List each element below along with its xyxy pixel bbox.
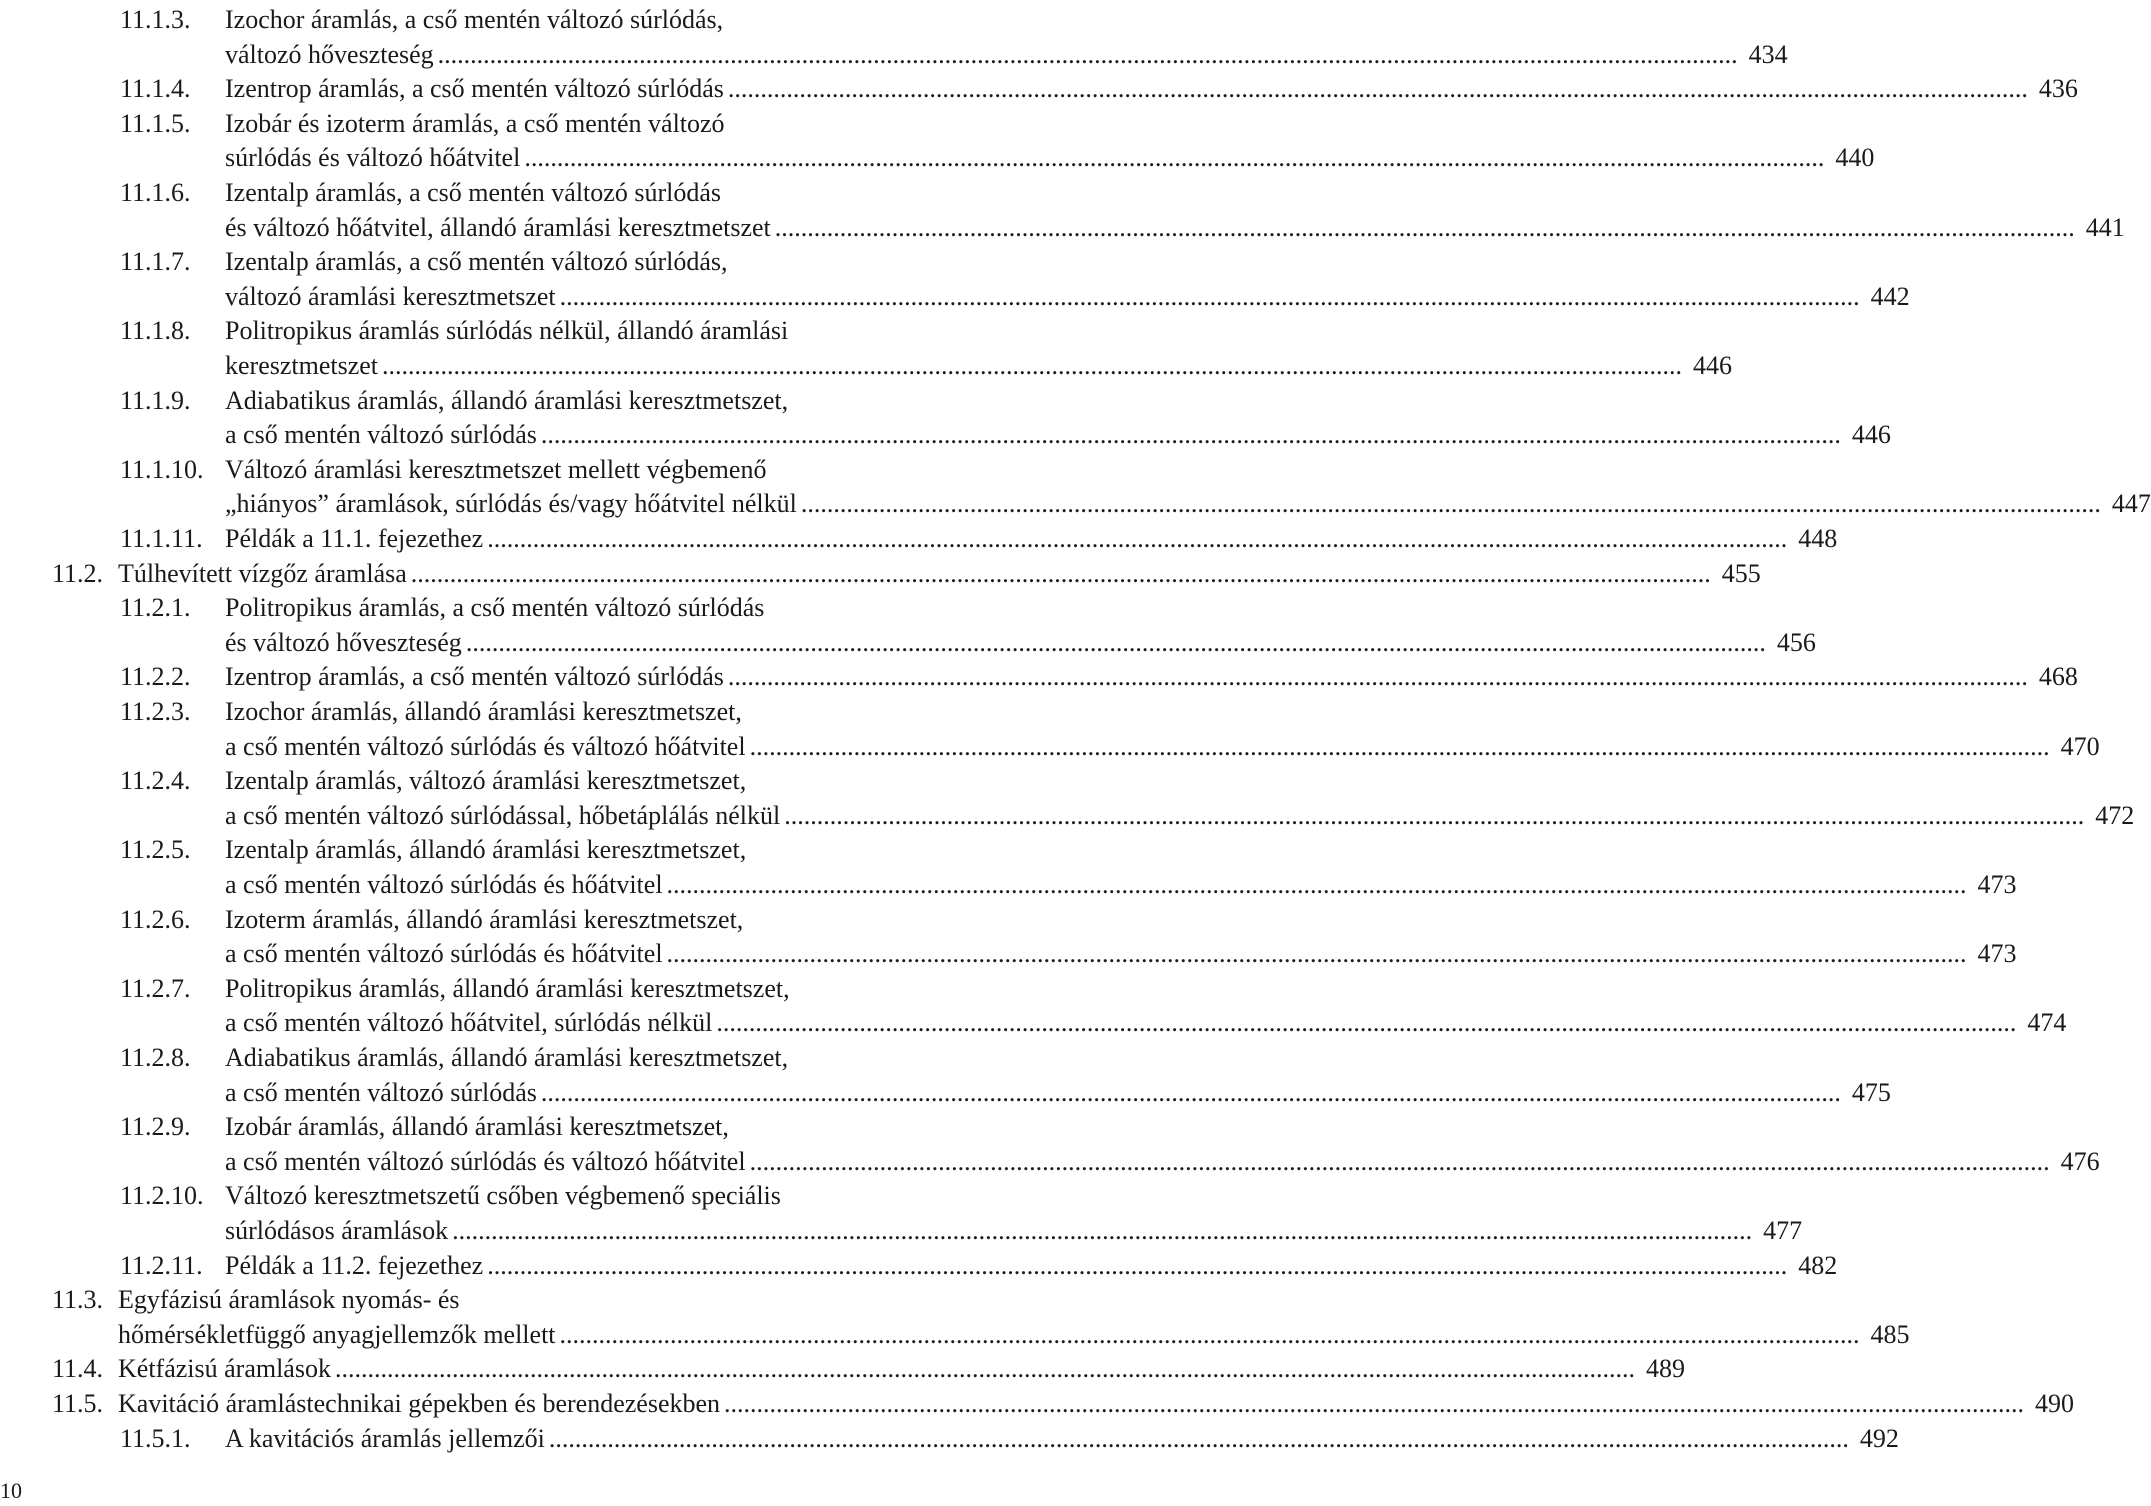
toc-entry-line [0, 244, 960, 280]
toc-entry-page: 477 [1763, 1216, 1803, 1245]
toc-entry-number: 11.2.4. [120, 766, 191, 796]
dot-leader: ........................................................................................................................................................................................................ [465, 627, 1766, 657]
dot-leader: ........................................................................................................................................................................................................ [774, 212, 2075, 242]
toc-entry-line [0, 1421, 1899, 1457]
toc-entry-line [0, 625, 1816, 661]
toc-entry-number: 11.4. [52, 1354, 104, 1384]
toc-entry-page: 474 [2027, 1008, 2067, 1038]
toc-entry-page: 434 [1748, 39, 1788, 69]
toc-entry-line [0, 971, 960, 1007]
toc-entry-page: 446 [1851, 420, 1891, 450]
toc-entry-title: Adiabatikus áramlás, állandó áramlási keresztmetszet, [225, 1043, 789, 1072]
toc-entry-line [0, 556, 1761, 592]
toc-entry-line [0, 590, 960, 626]
toc-entry-line [0, 417, 1891, 453]
toc-entry-title: a cső mentén változó súrlódással, hőbetáplálás nélkül [225, 800, 781, 830]
toc-entry-title: Példák a 11.2. fejezethez [225, 1250, 484, 1280]
toc-entry-number: 11.2.5. [120, 835, 191, 865]
toc-entry-line [0, 348, 1733, 384]
toc-entry-line [0, 1213, 1803, 1249]
toc-entry-number: 11.2.1. [120, 593, 191, 623]
dot-leader: ........................................................................................................................................................................................................ [749, 731, 2050, 761]
toc-entry-number: 11.1.7. [120, 247, 191, 277]
toc-entry-title: Politropikus áramlás, állandó áramlási keresztmetszet, [225, 973, 790, 1003]
toc-entry-number: 11.2.6. [120, 904, 191, 934]
toc-entry-page: 473 [1977, 870, 2017, 899]
toc-entry-page: 455 [1721, 558, 1761, 588]
dot-leader: ........................................................................................................................................................................................................ [666, 870, 1967, 899]
page-number: 10 [0, 1478, 22, 1503]
toc-entry-page: 436 [2038, 74, 2078, 104]
toc-entry-title: a cső mentén változó súrlódás és változó hőátvitel [225, 731, 746, 761]
toc-entry-title: Izentalp áramlás, állandó áramlási keresztmetszet, [225, 835, 747, 865]
toc-entry-line [0, 106, 960, 142]
toc-entry-title: Izochor áramlás, a cső mentén változó súrlódás, [225, 5, 724, 34]
toc-entry-title: Politropikus áramlás, a cső mentén változó súrlódás [225, 593, 765, 623]
toc-entry-number: 11.1.5. [120, 108, 191, 138]
toc-entry-title: Izobár áramlás, állandó áramlási keresztmetszet, [225, 1112, 729, 1142]
toc-entry-title: a cső mentén változó súrlódás [225, 1077, 537, 1107]
toc-entry-title: változó áramlási keresztmetszet [225, 281, 556, 311]
toc-entry-page: 456 [1776, 627, 1816, 657]
dot-leader: ........................................................................................................................................................................................................ [749, 1146, 2050, 1176]
toc-entry-title: Izentrop áramlás, a cső mentén változó súrlódás [225, 662, 724, 692]
toc-entry-page: 448 [1798, 524, 1838, 553]
toc-entry-page: 476 [2060, 1146, 2100, 1176]
toc-entry-title: és változó hőveszteség [225, 627, 462, 657]
toc-entry-page: 482 [1798, 1250, 1838, 1280]
toc-entry-line [0, 763, 960, 799]
toc-entry-line [0, 659, 2078, 695]
toc-entry-line [0, 902, 960, 938]
toc-entry-title: a cső mentén változó hőátvitel, súrlódás nélkül [225, 1008, 713, 1038]
toc-entry-page: 492 [1859, 1423, 1899, 1453]
toc-entry-title: Politropikus áramlás súrlódás nélkül, állandó áramlási [225, 316, 789, 346]
toc-entry-title: Izoterm áramlás, állandó áramlási keresztmetszet, [225, 904, 744, 934]
dot-leader: ........................................................................................................................................................................................................ [410, 558, 1711, 588]
dot-leader: ........................................................................................................................................................................................................ [559, 281, 1860, 311]
toc-entry-line [0, 279, 1910, 315]
toc-entry-title: Izentalp áramlás, a cső mentén változó súrlódás, [225, 247, 728, 277]
toc-entry-page: 441 [2085, 212, 2125, 242]
toc-entry-line [0, 1351, 1685, 1387]
toc-entry-title: a cső mentén változó súrlódás és hőátvitel [225, 939, 663, 969]
toc-entry-page: 475 [1851, 1077, 1891, 1107]
toc-entry-page: 470 [2060, 731, 2100, 761]
toc-entry-number: 11.2.3. [120, 697, 191, 726]
dot-leader: ........................................................................................................................................................................................................ [666, 939, 1967, 969]
toc-entry-number: 11.5.1. [120, 1423, 191, 1453]
toc-entry-line [0, 1109, 960, 1145]
toc-entry-page: 472 [2095, 800, 2135, 830]
toc-entry-number: 11.1.4. [120, 74, 191, 104]
toc-entry-title: Izentalp áramlás, változó áramlási keresztmetszet, [225, 766, 747, 796]
toc-entry-line [0, 1386, 2075, 1422]
toc-entry-line [0, 175, 960, 211]
toc-entry-title: A kavitációs áramlás jellemzői [225, 1423, 545, 1453]
toc-entry-title: Izochor áramlás, állandó áramlási keresztmetszet, [225, 697, 742, 726]
toc-entry-line [0, 1005, 2067, 1041]
toc-entry-page: 446 [1693, 351, 1733, 380]
toc-entry-title: változó hőveszteség [225, 39, 434, 69]
dot-leader: ........................................................................................................................................................................................................ [437, 39, 1738, 69]
toc-entry-line [0, 140, 1875, 176]
toc-entry-line [0, 867, 2017, 903]
toc-entry-line [0, 798, 2135, 834]
toc-entry-number: 11.1.8. [120, 316, 191, 346]
toc-entry-title: hőmérsékletfüggő anyagjellemzők mellett [118, 1319, 556, 1349]
toc-entry-line [0, 521, 1838, 557]
toc-entry-page: 473 [1977, 939, 2017, 969]
toc-entry-number: 11.1.10. [120, 454, 204, 484]
toc-entry-title: és változó hőátvitel, állandó áramlási keresztmetszet [225, 212, 771, 242]
toc-entry-title: Izentrop áramlás, a cső mentén változó súrlódás [225, 74, 724, 104]
dot-leader: ........................................................................................................................................................................................................ [487, 1250, 1788, 1280]
dot-leader: ........................................................................................................................................................................................................ [524, 143, 1825, 173]
toc-entry-line [0, 729, 2100, 765]
toc-entry-title: súrlódás és változó hőátvitel [225, 143, 521, 173]
toc-entry-number: 11.5. [52, 1389, 104, 1418]
toc-entry-number: 11.1.9. [120, 385, 191, 415]
toc-entry-title: „hiányos” áramlások, súrlódás és/vagy hőátvitel nélkül [225, 489, 797, 519]
toc-entry-page: 489 [1645, 1354, 1685, 1384]
toc-entry-line [0, 1144, 2100, 1180]
toc-entry-line [0, 210, 2125, 246]
toc-entry-line [0, 832, 960, 868]
toc-entry-line [0, 936, 2017, 972]
toc-entry-title: a cső mentén változó súrlódás [225, 420, 537, 450]
toc-entry-line [0, 383, 960, 419]
dot-leader: ........................................................................................................................................................................................................ [382, 351, 1683, 380]
toc-entry-line [0, 1248, 1838, 1284]
toc-entry-title: a cső mentén változó súrlódás és hőátvitel [225, 870, 663, 899]
toc-entry-number: 11.2.11. [120, 1250, 203, 1280]
toc-entry-line [0, 1040, 960, 1076]
toc-entry-number: 11.3. [52, 1285, 104, 1315]
dot-leader: ........................................................................................................................................................................................................ [548, 1423, 1849, 1453]
toc-entry-line [0, 1178, 960, 1214]
toc-entry-title: Kavitáció áramlástechnikai gépekben és berendezésekben [118, 1389, 721, 1418]
toc-entry-number: 11.2.7. [120, 973, 191, 1003]
toc-entry-number: 11.1.11. [120, 524, 203, 553]
toc-entry-title: keresztmetszet [225, 351, 379, 380]
toc-entry-number: 11.2.9. [120, 1112, 191, 1142]
toc-entry-title: Példák a 11.1. fejezethez [225, 524, 484, 553]
dot-leader: ........................................................................................................................................................................................................ [559, 1319, 1860, 1349]
dot-leader: ........................................................................................................................................................................................................ [727, 74, 2028, 104]
dot-leader: ........................................................................................................................................................................................................ [540, 420, 1841, 450]
toc-entry-title: Kétfázisú áramlások [118, 1354, 331, 1384]
toc-entry-title: Változó keresztmetszetű csőben végbemenő speciális [225, 1181, 781, 1211]
toc-entry-title: Egyfázisú áramlások nyomás- és [118, 1285, 460, 1315]
toc-entry-title: Izentalp áramlás, a cső mentén változó súrlódás [225, 178, 721, 207]
toc-entry-number: 11.2.10. [120, 1181, 204, 1211]
toc-entry-line [0, 486, 2151, 522]
dot-leader: ........................................................................................................................................................................................................ [800, 489, 2101, 519]
toc-entry-line [0, 1282, 960, 1318]
dot-leader: ........................................................................................................................................................................................................ [540, 1077, 1841, 1107]
toc-entry-line [0, 452, 960, 488]
dot-leader: ........................................................................................................................................................................................................ [727, 662, 2028, 692]
toc-entry-line [0, 313, 960, 349]
toc-entry-page: 447 [2111, 489, 2151, 519]
toc-entry-title: Túlhevített vízgőz áramlása [118, 558, 407, 588]
toc-entry-page: 442 [1870, 281, 1910, 311]
toc-entry-number: 11.2.2. [120, 662, 191, 692]
toc-entry-line [0, 1317, 1910, 1353]
toc-entry-number: 11.2.8. [120, 1043, 191, 1072]
dot-leader: ........................................................................................................................................................................................................ [784, 800, 2085, 830]
dot-leader: ........................................................................................................................................................................................................ [716, 1008, 2017, 1038]
toc-entry-line [0, 71, 2078, 107]
toc-entry-title: súrlódásos áramlások [225, 1216, 449, 1245]
toc-entry-line [0, 694, 960, 730]
toc-entry-line [0, 37, 1788, 73]
toc-entry-title: Adiabatikus áramlás, állandó áramlási keresztmetszet, [225, 385, 789, 415]
dot-leader: ........................................................................................................................................................................................................ [452, 1216, 1753, 1245]
toc-entry-title: Izobár és izoterm áramlás, a cső mentén változó [225, 108, 725, 138]
toc-entry-title: a cső mentén változó súrlódás és változó hőátvitel [225, 1146, 746, 1176]
toc-entry-page: 490 [2035, 1389, 2075, 1418]
toc-entry-number: 11.2. [52, 558, 104, 588]
toc-entry-line [0, 1075, 1891, 1111]
dot-leader: ........................................................................................................................................................................................................ [334, 1354, 1635, 1384]
dot-leader: ........................................................................................................................................................................................................ [724, 1389, 2025, 1418]
toc-entry-page: 485 [1870, 1319, 1910, 1349]
toc-entry-number: 11.1.6. [120, 178, 191, 207]
toc-entry-title: Változó áramlási keresztmetszet mellett végbemenő [225, 454, 767, 484]
toc-entry-line [0, 2, 960, 38]
toc-entry-page: 468 [2038, 662, 2078, 692]
toc-entry-number: 11.1.3. [120, 5, 191, 34]
dot-leader: ........................................................................................................................................................................................................ [487, 524, 1788, 553]
toc-entry-page: 440 [1835, 143, 1875, 173]
